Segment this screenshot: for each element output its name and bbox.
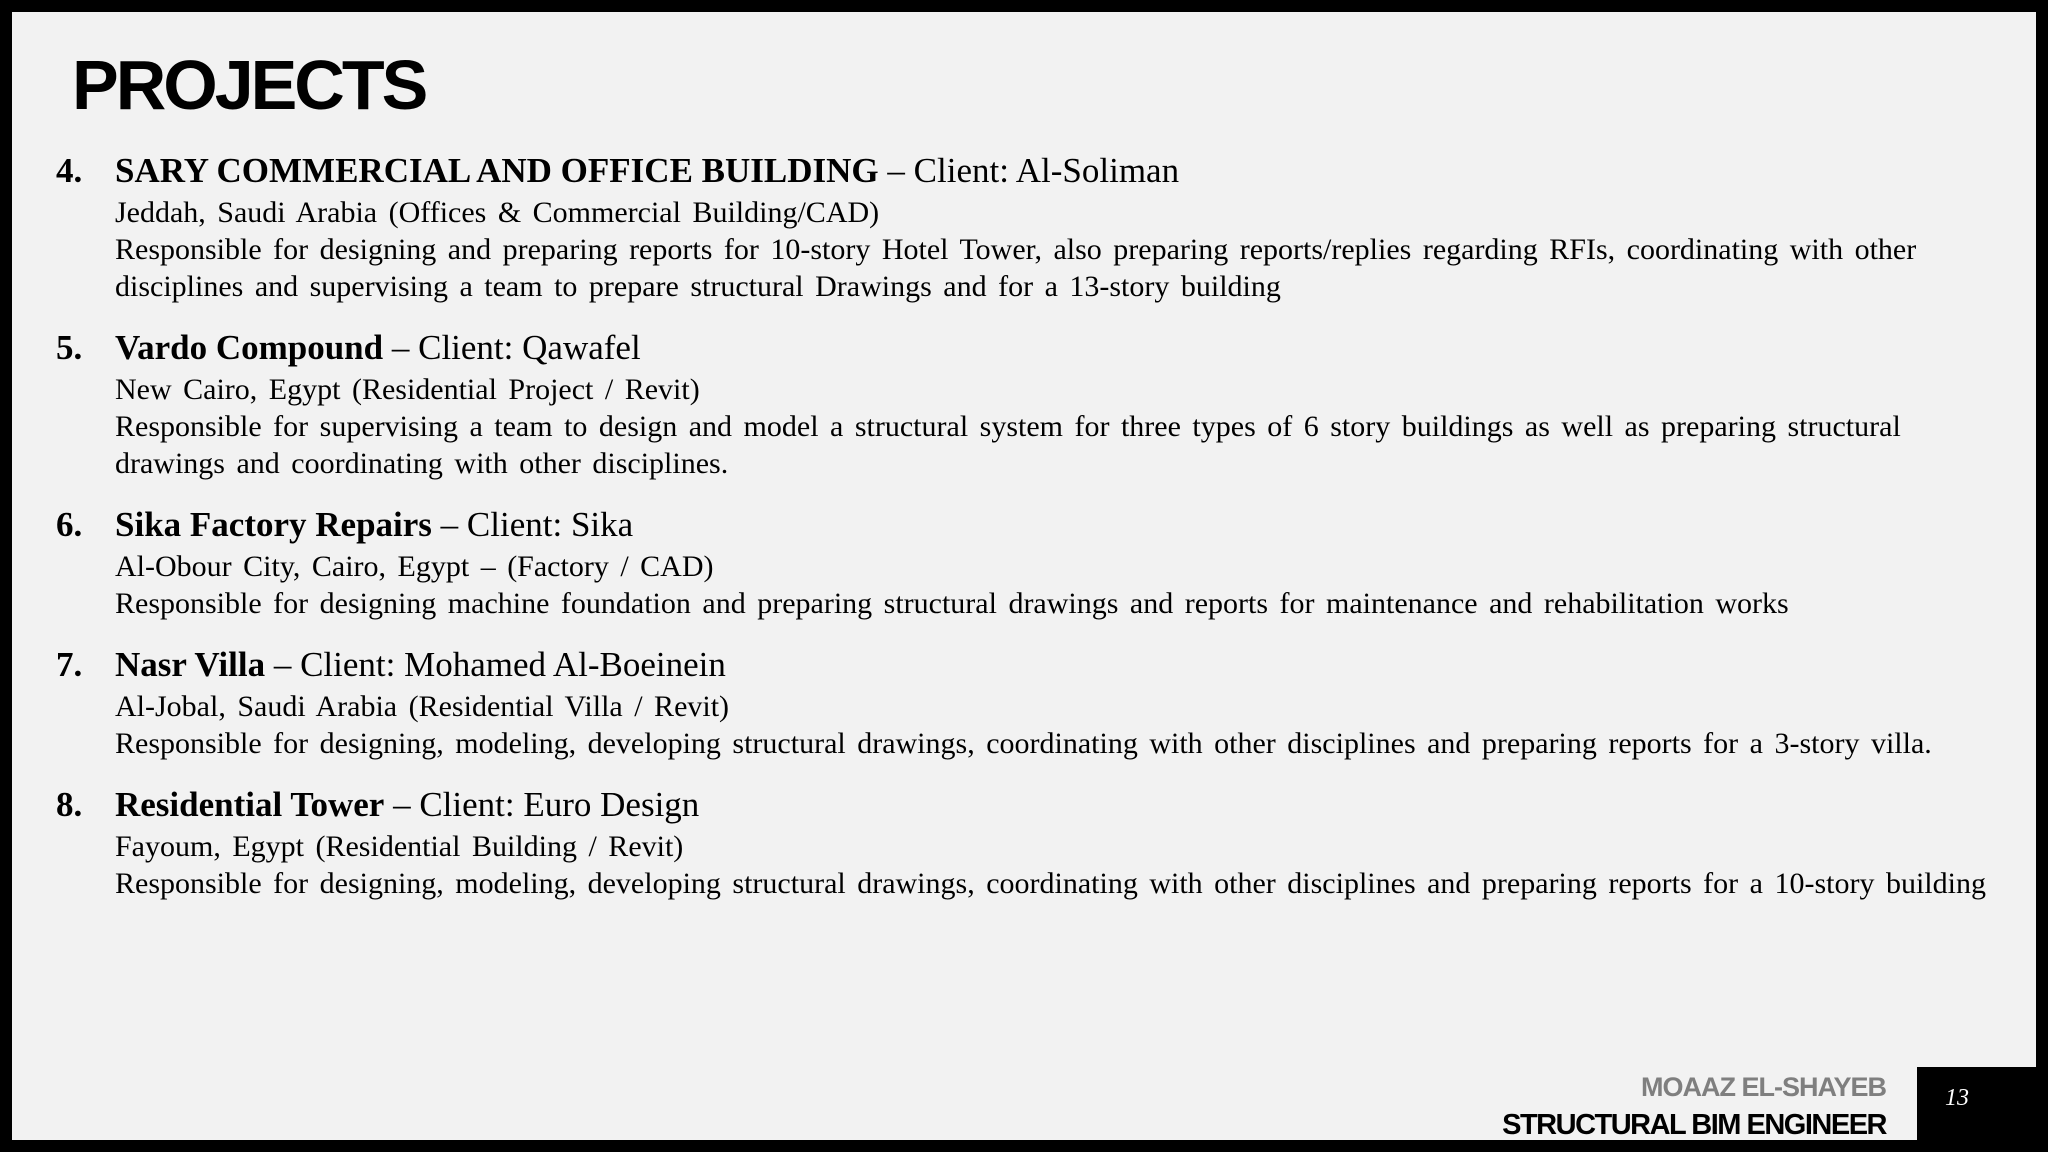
project-item <box>56 642 2016 762</box>
project-description: Responsible for designing, modeling, developing structural drawings, coordinating with other disciplines and preparing reports for a 10-story building <box>115 867 1986 900</box>
project-client: – Client: Euro Design <box>384 785 700 824</box>
project-location: Al-Obour City, Cairo, Egypt – (Factory / CAD) <box>115 550 714 583</box>
project-description: Responsible for designing, modeling, developing structural drawings, coordinating with other disciplines and preparing reports for a 3-story villa. <box>115 727 1932 760</box>
project-heading <box>115 148 2016 194</box>
project-heading <box>115 782 2016 828</box>
project-name: SARY COMMERCIAL AND OFFICE BUILDING <box>115 151 879 190</box>
project-item <box>56 502 2016 622</box>
page-title: PROJECTS <box>72 46 426 124</box>
project-body <box>115 642 2016 762</box>
project-description: Responsible for supervising a team to design and model a structural system for three types of 6 story buildings as well as preparing structural drawings and coordinating with other disciplines. <box>115 410 1901 480</box>
project-item <box>56 148 2016 305</box>
page-number: 13 <box>1945 1085 1969 1111</box>
project-body <box>115 148 2016 305</box>
project-description: Responsible for designing machine foundation and preparing structural drawings and reports for maintenance and rehabilitation works <box>115 587 1789 620</box>
project-client: – Client: Qawafel <box>383 328 641 367</box>
project-location: Al-Jobal, Saudi Arabia (Residential Villa / Revit) <box>115 690 730 723</box>
project-number: 6. <box>56 505 83 544</box>
project-heading <box>115 642 2016 688</box>
project-list <box>56 148 2016 922</box>
project-client: – Client: Al-Soliman <box>878 151 1180 190</box>
project-item <box>56 782 2016 902</box>
project-name: Residential Tower <box>115 785 385 824</box>
project-name: Nasr Villa <box>115 645 266 684</box>
project-description: Responsible for designing and preparing reports for 10-story Hotel Tower, also preparing reports/replies regarding RFIs, coordinating with other disciplines and supervising a team to prepare structural Drawings and for a 13-story building <box>115 233 1917 303</box>
project-name: Sika Factory Repairs <box>115 505 432 544</box>
project-number: 4. <box>56 151 83 190</box>
project-heading <box>115 325 2016 371</box>
project-heading <box>115 502 2016 548</box>
project-location: Fayoum, Egypt (Residential Building / Revit) <box>115 830 684 863</box>
project-body <box>115 325 2016 482</box>
footer-author-role: STRUCTURAL BIM ENGINEER <box>1502 1109 1886 1140</box>
page-number-box <box>1917 1067 2036 1140</box>
project-number: 7. <box>56 645 83 684</box>
slide <box>12 12 2036 1140</box>
project-client: – Client: Mohamed Al-Boeinein <box>265 645 726 684</box>
project-item <box>56 325 2016 482</box>
footer-author-name: MOAAZ EL-SHAYEB <box>1640 1072 1886 1102</box>
project-number: 8. <box>56 785 83 824</box>
project-number: 5. <box>56 328 83 367</box>
project-location: Jeddah, Saudi Arabia (Offices & Commercial Building/CAD) <box>115 196 880 229</box>
project-body <box>115 502 2016 622</box>
project-name: Vardo Compound <box>115 328 384 367</box>
project-body <box>115 782 2016 902</box>
project-location: New Cairo, Egypt (Residential Project / Revit) <box>115 373 700 406</box>
project-client: – Client: Sika <box>431 505 634 544</box>
